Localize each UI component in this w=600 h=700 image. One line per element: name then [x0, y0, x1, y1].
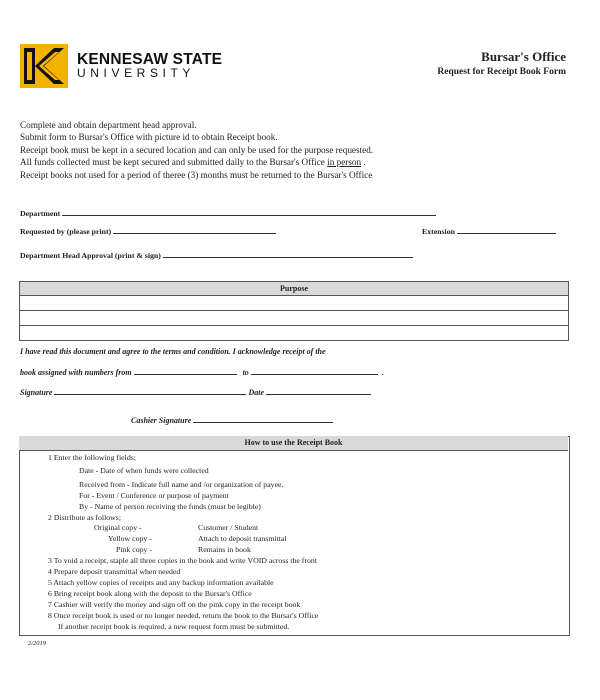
how-to-step: 1 Enter the following fields;	[48, 453, 136, 462]
date-label: Date	[248, 388, 265, 397]
logo-wordmark-bottom: UNIVERSITY	[77, 66, 196, 80]
requested-by-row	[20, 225, 276, 236]
cashier-signature-row	[131, 414, 333, 425]
how-to-step: 2 Distribute as follows;	[48, 513, 121, 522]
how-to-step: 4 Prepare deposit transmittal when needed	[48, 567, 181, 576]
department-label: Department	[20, 209, 61, 218]
book-assigned-label: book assigned with numbers from	[20, 368, 132, 377]
book-from-field[interactable]	[134, 366, 237, 375]
copy-yellow-label: Yellow copy -	[108, 534, 152, 543]
copy-yellow-dest: Attach to deposit transmittal	[198, 534, 287, 543]
logo-wordmark-top: KENNESAW STATE	[77, 51, 223, 68]
instruction-line: Receipt book must be kept in a secured location and can only be used for the purpose requested.	[20, 144, 374, 155]
how-to-header: How to use the Receipt Book	[19, 436, 568, 451]
book-period: .	[381, 368, 384, 377]
signature-label: Signature	[20, 388, 53, 397]
how-to-step: 3 To void a receipt, staple all three copies in the book and write VOID across the front	[48, 556, 317, 565]
how-to-note: If another receipt book is required, a new request form must be submitted.	[58, 622, 290, 631]
book-numbers-row	[20, 366, 384, 377]
copy-original-label: Original copy -	[94, 523, 142, 532]
signature-row	[20, 386, 371, 397]
instruction-line	[20, 156, 580, 168]
instruction-funds-text: All funds collected must be kept secured and submitted daily to the Bursar's Office	[20, 157, 328, 168]
approval-field[interactable]	[163, 249, 413, 258]
how-to-substep: Received from - Indicate full name and /or organization of payee.	[79, 480, 284, 489]
signature-field[interactable]	[54, 386, 246, 395]
extension-field[interactable]	[457, 225, 556, 234]
how-to-step: 8 Once receipt book is used or no longer needed, return the book to the Bursar's Office	[48, 611, 319, 620]
copy-pink-dest: Remains in book	[198, 545, 251, 554]
copy-original-dest: Customer / Student	[198, 523, 259, 532]
approval-row	[20, 249, 413, 260]
cashier-signature-label: Cashier Signature	[131, 416, 192, 425]
purpose-line[interactable]	[20, 296, 569, 311]
instructions	[20, 119, 580, 181]
instruction-funds-end: .	[361, 157, 366, 168]
copy-pink-label: Pink copy -	[116, 545, 152, 554]
book-to-label: to	[242, 368, 249, 377]
instruction-line: Complete and obtain department head approval.	[20, 120, 197, 130]
instruction-line: Submit form to Bursar's Office with picture id to obtain Receipt book.	[20, 132, 278, 143]
instruction-funds-underlined: in person	[327, 157, 362, 168]
how-to-substep: For - Event / Conference or purpose of payment	[79, 491, 229, 500]
requested-by-field[interactable]	[113, 225, 276, 234]
acknowledgement-statement: I have read this document and agree to the terms and condition. I acknowledge receipt of the	[20, 347, 326, 356]
requested-by-label: Requested by (please print)	[20, 227, 112, 236]
how-to-step: 7 Cashier will verify the money and sign off on the pink copy in the receipt book	[48, 600, 301, 609]
office-title: Bursar's Office	[481, 49, 566, 64]
how-to-substep: Date - Date of when funds were collected	[79, 466, 209, 475]
extension-row	[422, 225, 556, 236]
book-to-field[interactable]	[251, 366, 378, 375]
department-field[interactable]	[62, 207, 436, 216]
date-field[interactable]	[266, 386, 371, 395]
instruction-line: Receipt books not used for a period of theree (3) months must be returned to the Bursar's Office	[20, 169, 373, 180]
cashier-signature-field[interactable]	[193, 414, 333, 423]
extension-label: Extension	[422, 227, 455, 236]
ksu-logo-icon	[20, 44, 68, 88]
purpose-line[interactable]	[20, 311, 569, 326]
approval-label: Department Head Approval (print & sign)	[20, 251, 161, 260]
how-to-substep: By - Name of person receiving the funds (must be legible)	[79, 502, 261, 511]
how-to-step: 5 Attach yellow copies of receipts and any backup information available	[48, 578, 274, 587]
purpose-line[interactable]	[20, 326, 569, 341]
how-to-step: 6 Bring receipt book along with the deposit to the Bursar's Office	[48, 589, 252, 598]
revision-date: 2/2019	[28, 640, 47, 647]
department-row	[20, 207, 436, 218]
purpose-table	[19, 281, 569, 341]
purpose-header: Purpose	[20, 282, 569, 296]
form-title: Request for Receipt Book Form	[437, 67, 566, 77]
